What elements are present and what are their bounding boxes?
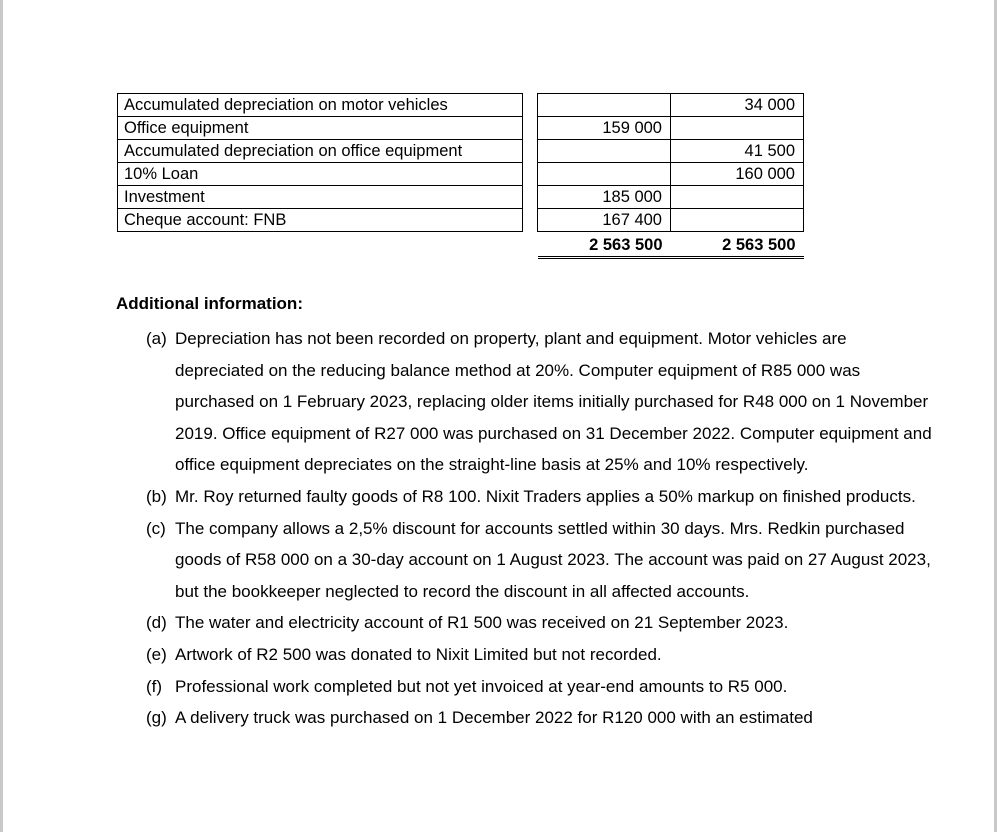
item-marker: (c)	[146, 518, 166, 538]
debit-amount: 159 000	[538, 117, 671, 140]
list-item	[146, 702, 936, 734]
list-item	[146, 671, 936, 703]
item-marker: (f)	[146, 676, 163, 696]
list-item	[146, 481, 936, 513]
item-marker: (e)	[146, 644, 167, 664]
credit-amount	[671, 186, 804, 209]
list-item	[146, 513, 936, 608]
credit-amount	[671, 209, 804, 232]
account-name: Cheque account: FNB	[118, 209, 523, 232]
credit-amount: 41 500	[671, 140, 804, 163]
trial-balance-table	[117, 93, 804, 259]
debit-amount	[538, 94, 671, 117]
account-name: Office equipment	[118, 117, 523, 140]
account-name: Accumulated depreciation on office equipment	[118, 140, 523, 163]
item-text: Mr. Roy returned faulty goods of R8 100. Nixit Traders applies a 50% markup on finished products.	[175, 486, 916, 506]
additional-info-list	[146, 323, 936, 734]
credit-total: 2 563 500	[671, 232, 804, 258]
additional-info-heading: Additional information:	[116, 294, 303, 313]
credit-amount: 160 000	[671, 163, 804, 186]
table-row	[118, 163, 804, 186]
item-text: The water and electricity account of R1 500 was received on 21 September 2023.	[175, 613, 789, 633]
account-name: Investment	[118, 186, 523, 209]
item-text: Depreciation has not been recorded on property, plant and equipment. Motor vehicles are depreciated on the reducing balance method at 20%. Computer equipment of R85 000 was purchased on 1 February 2023, replacing older items initially purchased for R48 000 on 1 November 2019. Office equipment of R27 000 was purchased on 31 December 2022. Computer equipment and office equipment depreciates on the straight-line basis at 25% and 10% respectively.	[175, 329, 932, 475]
account-name: Accumulated depreciation on motor vehicles	[118, 94, 523, 117]
credit-amount: 34 000	[671, 94, 804, 117]
table-row	[118, 140, 804, 163]
table-row	[118, 209, 804, 232]
item-marker: (a)	[146, 329, 167, 348]
debit-total: 2 563 500	[538, 232, 671, 258]
item-text: Professional work completed but not yet invoiced at year-end amounts to R5 000.	[175, 676, 788, 696]
list-item	[146, 323, 936, 481]
totals-row	[118, 232, 804, 258]
item-text: A delivery truck was purchased on 1 December 2022 for R120 000 with an estimated	[175, 708, 813, 728]
debit-amount	[538, 140, 671, 163]
item-marker: (d)	[146, 613, 167, 633]
item-marker: (b)	[146, 486, 167, 506]
item-marker: (g)	[146, 708, 167, 728]
item-text: Artwork of R2 500 was donated to Nixit Limited but not recorded.	[175, 644, 662, 664]
table-row	[118, 117, 804, 140]
credit-amount	[671, 117, 804, 140]
table-row	[118, 186, 804, 209]
debit-amount: 185 000	[538, 186, 671, 209]
page-edge-left	[0, 0, 3, 832]
debit-amount: 167 400	[538, 209, 671, 232]
account-name: 10% Loan	[118, 163, 523, 186]
list-item	[146, 639, 936, 671]
item-text: The company allows a 2,5% discount for accounts settled within 30 days. Mrs. Redkin purchased goods of R58 000 on a 30-day account on 1 August 2023. The account was paid on 27 August 2023, but the bookkeeper neglected to record the discount in all affected accounts.	[175, 518, 931, 601]
table-row	[118, 94, 804, 117]
list-item	[146, 607, 936, 639]
debit-amount	[538, 163, 671, 186]
